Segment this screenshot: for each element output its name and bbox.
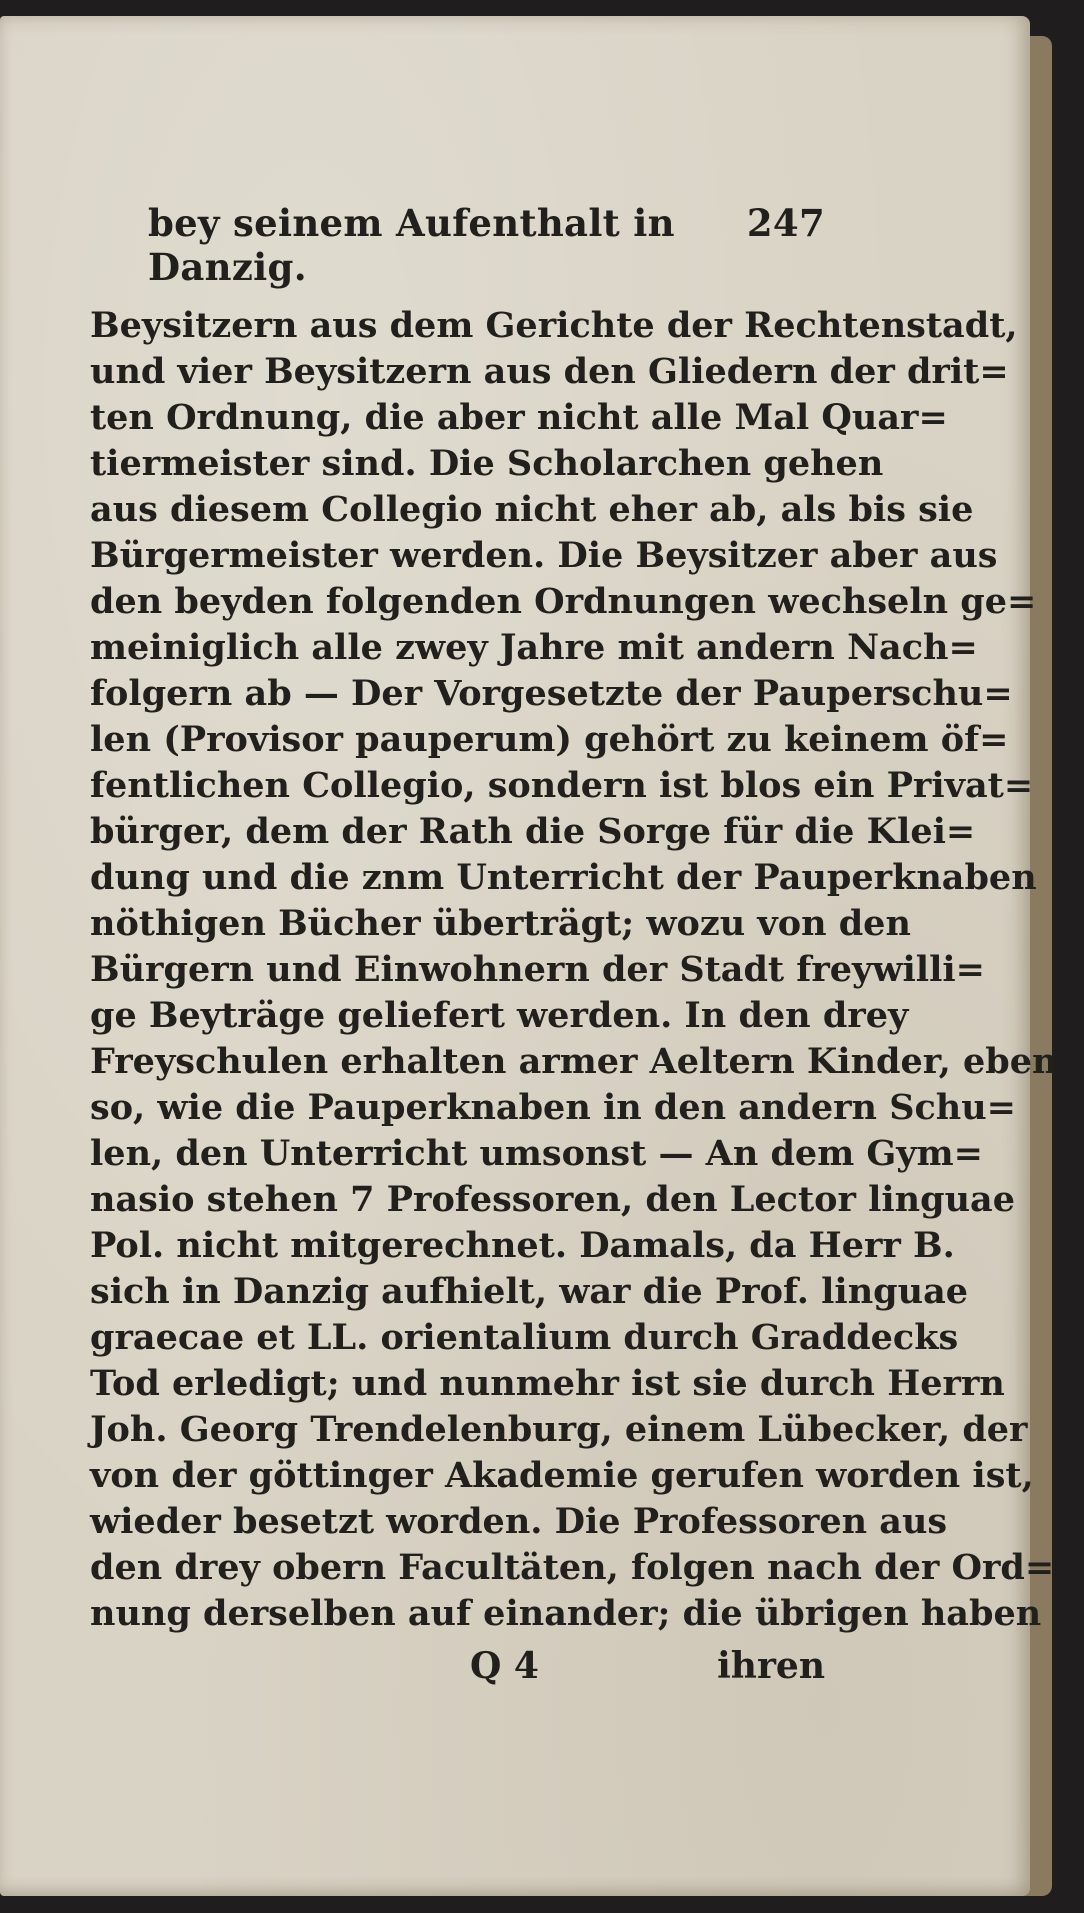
- running-header: [148, 201, 825, 289]
- text-line: den beyden folgenden Ordnungen wechseln ge=: [90, 581, 1037, 622]
- text-line: len (Provisor pauperum) gehört zu keinem öf=: [90, 719, 1009, 760]
- text-line: den drey obern Facultäten, folgen nach der Ord=: [90, 1547, 1055, 1588]
- text-block: [90, 201, 1058, 1687]
- running-title: bey seinem Aufenthalt in Danzig.: [148, 201, 675, 289]
- text-line: meiniglich alle zwey Jahre mit andern Nach=: [90, 627, 978, 668]
- text-line: wieder besetzt worden. Die Professoren aus: [90, 1501, 948, 1542]
- text-line: so, wie die Pauperknaben in den andern Schu=: [90, 1087, 1016, 1128]
- text-line: Freyschulen erhalten armer Aeltern Kinder, eben: [90, 1041, 1058, 1082]
- text-line: len, den Unterricht umsonst — An dem Gym=: [90, 1133, 983, 1174]
- text-line: von der göttinger Akademie gerufen worden ist,: [90, 1455, 1034, 1496]
- text-line: folgern ab — Der Vorgesetzte der Pauperschu=: [90, 673, 1013, 714]
- text-line: nasio stehen 7 Professoren, den Lector linguae: [90, 1179, 1015, 1220]
- text-line: sich in Danzig aufhielt, war die Prof. linguae: [90, 1271, 969, 1312]
- page-footer: [90, 1645, 825, 1687]
- text-line: bürger, dem der Rath die Sorge für die Klei=: [90, 811, 976, 852]
- text-line: nöthigen Bücher überträgt; wozu von den: [90, 903, 911, 944]
- text-line: und vier Beysitzern aus den Gliedern der drit=: [90, 351, 1009, 392]
- text-line: dung und die znm Unterricht der Pauperknaben: [90, 857, 1037, 898]
- page-number: 247: [746, 201, 825, 245]
- text-line: nung derselben auf einander; die übrigen haben: [90, 1593, 1042, 1634]
- text-line: ge Beyträge geliefert werden. In den drey: [90, 995, 909, 1036]
- text-line: Joh. Georg Trendelenburg, einem Lübecker, der: [90, 1409, 1028, 1450]
- text-line: Bürgermeister werden. Die Beysitzer aber aus: [90, 535, 998, 576]
- text-line: ten Ordnung, die aber nicht alle Mal Quar=: [90, 397, 948, 438]
- text-line: graecae et LL. orientalium durch Graddecks: [90, 1317, 959, 1358]
- text-line: Bürgern und Einwohnern der Stadt freywilli=: [90, 949, 986, 990]
- text-line: Pol. nicht mitgerechnet. Damals, da Herr B.: [90, 1225, 955, 1266]
- catchword: ihren: [717, 1645, 825, 1687]
- text-line: tiermeister sind. Die Scholarchen gehen: [90, 443, 884, 484]
- paper-page: [0, 16, 1058, 1896]
- text-line: fentlichen Collegio, sondern ist blos ein Privat=: [90, 765, 1034, 806]
- body-text: [90, 303, 1058, 1637]
- text-line: Beysitzern aus dem Gerichte der Rechtenstadt,: [90, 305, 1018, 346]
- text-line: Tod erledigt; und nunmehr ist sie durch Herrn: [90, 1363, 1005, 1404]
- signature-mark: Q 4: [470, 1645, 539, 1687]
- text-line: aus diesem Collegio nicht eher ab, als bis sie: [90, 489, 974, 530]
